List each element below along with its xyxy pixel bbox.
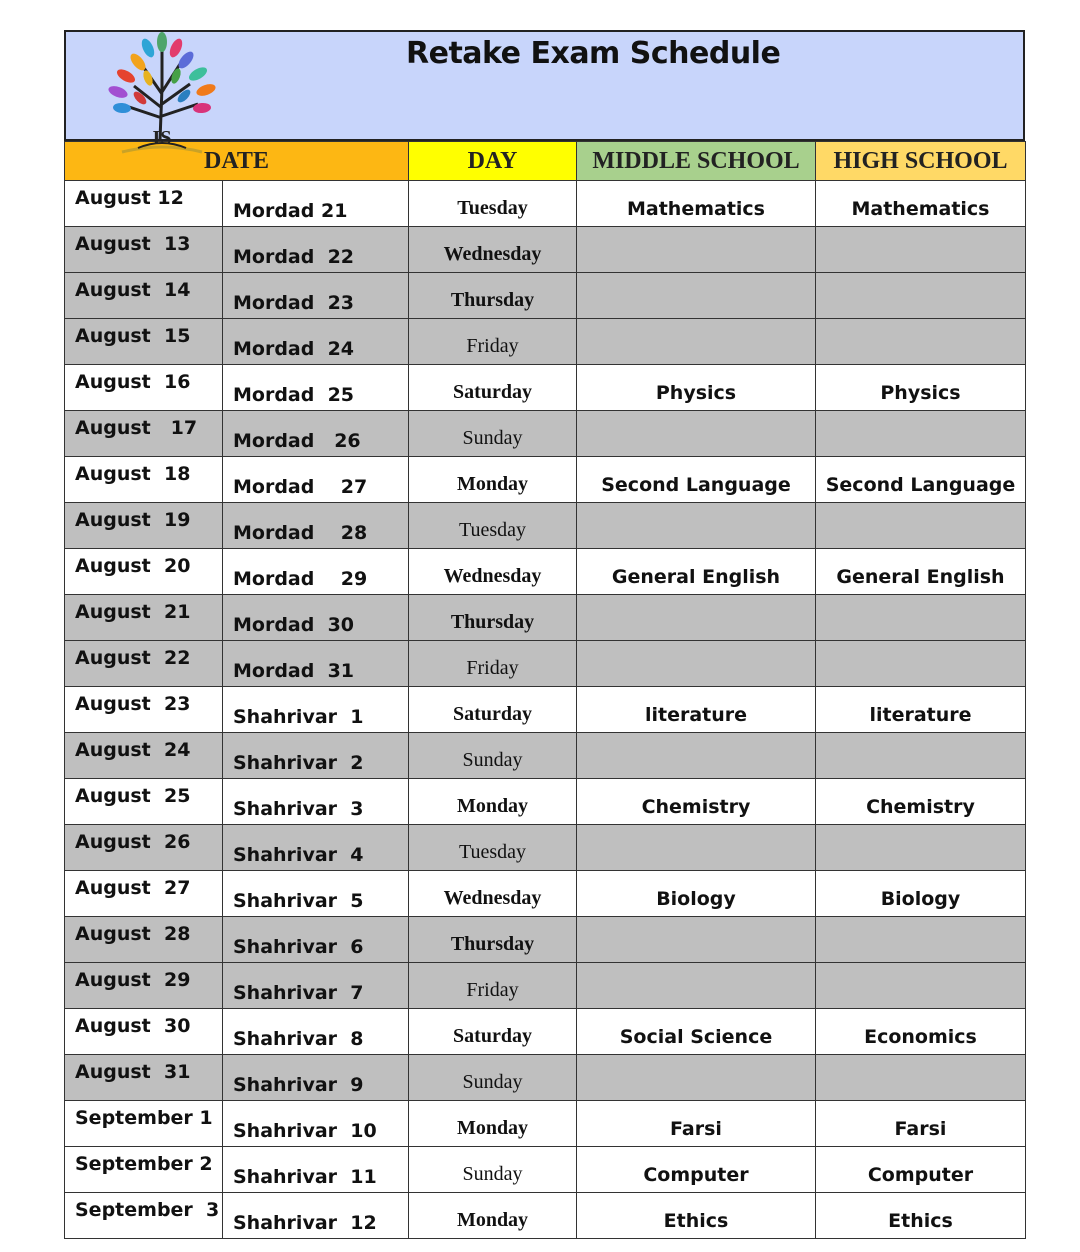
table-row bbox=[65, 825, 1026, 871]
gregorian-date-cell: August 21 bbox=[65, 595, 223, 641]
middle-school-cell: Social Science bbox=[577, 1009, 816, 1055]
middle-school-cell: Second Language bbox=[577, 457, 816, 503]
day-cell: Thursday bbox=[409, 273, 577, 319]
gregorian-date-cell: August 30 bbox=[65, 1009, 223, 1055]
gregorian-date-cell: August 23 bbox=[65, 687, 223, 733]
table-row bbox=[65, 319, 1026, 365]
day-cell: Wednesday bbox=[409, 871, 577, 917]
page-title: Retake Exam Schedule bbox=[406, 36, 781, 71]
persian-date-cell: Mordad 21 bbox=[223, 181, 409, 227]
table-row bbox=[65, 1009, 1026, 1055]
persian-date-cell: Shahrivar 11 bbox=[223, 1147, 409, 1193]
schedule-sheet bbox=[64, 30, 1025, 1239]
persian-date-cell: Shahrivar 10 bbox=[223, 1101, 409, 1147]
middle-school-cell bbox=[577, 733, 816, 779]
gregorian-date-cell: August 29 bbox=[65, 963, 223, 1009]
high-school-cell bbox=[816, 319, 1026, 365]
high-school-cell: Chemistry bbox=[816, 779, 1026, 825]
day-cell: Wednesday bbox=[409, 549, 577, 595]
day-cell: Sunday bbox=[409, 411, 577, 457]
persian-date-cell: Shahrivar 1 bbox=[223, 687, 409, 733]
schedule-table bbox=[64, 141, 1026, 1239]
table-row bbox=[65, 1193, 1026, 1239]
middle-school-cell: Farsi bbox=[577, 1101, 816, 1147]
table-row bbox=[65, 227, 1026, 273]
persian-date-cell: Shahrivar 8 bbox=[223, 1009, 409, 1055]
day-cell: Saturday bbox=[409, 1009, 577, 1055]
middle-school-cell bbox=[577, 963, 816, 1009]
persian-date-cell: Mordad 31 bbox=[223, 641, 409, 687]
gregorian-date-cell: August 18 bbox=[65, 457, 223, 503]
table-row bbox=[65, 1055, 1026, 1101]
high-school-cell bbox=[816, 917, 1026, 963]
header-date: DATE bbox=[65, 142, 409, 181]
high-school-cell bbox=[816, 503, 1026, 549]
persian-date-cell: Mordad 25 bbox=[223, 365, 409, 411]
middle-school-cell bbox=[577, 825, 816, 871]
persian-date-cell: Mordad 30 bbox=[223, 595, 409, 641]
title-banner bbox=[64, 30, 1025, 149]
day-cell: Monday bbox=[409, 457, 577, 503]
day-cell: Monday bbox=[409, 1193, 577, 1239]
high-school-cell bbox=[816, 411, 1026, 457]
high-school-cell: General English bbox=[816, 549, 1026, 595]
middle-school-cell: literature bbox=[577, 687, 816, 733]
middle-school-cell: Physics bbox=[577, 365, 816, 411]
gregorian-date-cell: August 27 bbox=[65, 871, 223, 917]
day-cell: Tuesday bbox=[409, 825, 577, 871]
header-day: DAY bbox=[409, 142, 577, 181]
middle-school-cell: Mathematics bbox=[577, 181, 816, 227]
gregorian-date-cell: August 14 bbox=[65, 273, 223, 319]
day-cell: Wednesday bbox=[409, 227, 577, 273]
middle-school-cell bbox=[577, 319, 816, 365]
table-row bbox=[65, 641, 1026, 687]
high-school-cell bbox=[816, 733, 1026, 779]
persian-date-cell: Mordad 22 bbox=[223, 227, 409, 273]
high-school-cell bbox=[816, 641, 1026, 687]
table-row bbox=[65, 595, 1026, 641]
middle-school-cell bbox=[577, 503, 816, 549]
day-cell: Friday bbox=[409, 319, 577, 365]
gregorian-date-cell: August 19 bbox=[65, 503, 223, 549]
middle-school-cell bbox=[577, 641, 816, 687]
table-row bbox=[65, 457, 1026, 503]
day-cell: Sunday bbox=[409, 733, 577, 779]
middle-school-cell bbox=[577, 227, 816, 273]
persian-date-cell: Shahrivar 6 bbox=[223, 917, 409, 963]
high-school-cell: Economics bbox=[816, 1009, 1026, 1055]
table-row bbox=[65, 1147, 1026, 1193]
high-school-cell: Mathematics bbox=[816, 181, 1026, 227]
high-school-cell: Computer bbox=[816, 1147, 1026, 1193]
persian-date-cell: Shahrivar 4 bbox=[223, 825, 409, 871]
middle-school-cell: Computer bbox=[577, 1147, 816, 1193]
high-school-cell bbox=[816, 1055, 1026, 1101]
persian-date-cell: Mordad 23 bbox=[223, 273, 409, 319]
svg-text:IS: IS bbox=[152, 127, 172, 149]
middle-school-cell bbox=[577, 273, 816, 319]
persian-date-cell: Shahrivar 2 bbox=[223, 733, 409, 779]
table-row bbox=[65, 779, 1026, 825]
table-row bbox=[65, 963, 1026, 1009]
table-row bbox=[65, 181, 1026, 227]
high-school-cell: literature bbox=[816, 687, 1026, 733]
persian-date-cell: Shahrivar 9 bbox=[223, 1055, 409, 1101]
table-row bbox=[65, 273, 1026, 319]
gregorian-date-cell: August 28 bbox=[65, 917, 223, 963]
table-row bbox=[65, 871, 1026, 917]
day-cell: Friday bbox=[409, 963, 577, 1009]
gregorian-date-cell: August 16 bbox=[65, 365, 223, 411]
table-row bbox=[65, 1101, 1026, 1147]
persian-date-cell: Mordad 26 bbox=[223, 411, 409, 457]
header-middle-school: MIDDLE SCHOOL bbox=[577, 142, 816, 181]
high-school-cell bbox=[816, 227, 1026, 273]
gregorian-date-cell: August 13 bbox=[65, 227, 223, 273]
middle-school-cell: General English bbox=[577, 549, 816, 595]
high-school-cell bbox=[816, 963, 1026, 1009]
gregorian-date-cell: August 25 bbox=[65, 779, 223, 825]
middle-school-cell bbox=[577, 595, 816, 641]
middle-school-cell bbox=[577, 917, 816, 963]
day-cell: Friday bbox=[409, 641, 577, 687]
persian-date-cell: Shahrivar 3 bbox=[223, 779, 409, 825]
persian-date-cell: Shahrivar 12 bbox=[223, 1193, 409, 1239]
high-school-cell: Biology bbox=[816, 871, 1026, 917]
day-cell: Monday bbox=[409, 1101, 577, 1147]
persian-date-cell: Mordad 29 bbox=[223, 549, 409, 595]
persian-date-cell: Shahrivar 5 bbox=[223, 871, 409, 917]
middle-school-cell: Chemistry bbox=[577, 779, 816, 825]
table-row bbox=[65, 411, 1026, 457]
day-cell: Saturday bbox=[409, 687, 577, 733]
high-school-cell bbox=[816, 273, 1026, 319]
day-cell: Sunday bbox=[409, 1055, 577, 1101]
persian-date-cell: Mordad 28 bbox=[223, 503, 409, 549]
persian-date-cell: Mordad 24 bbox=[223, 319, 409, 365]
day-cell: Saturday bbox=[409, 365, 577, 411]
gregorian-date-cell: August 17 bbox=[65, 411, 223, 457]
gregorian-date-cell: August 24 bbox=[65, 733, 223, 779]
gregorian-date-cell: September 1 bbox=[65, 1101, 223, 1147]
middle-school-cell: Biology bbox=[577, 871, 816, 917]
day-cell: Thursday bbox=[409, 595, 577, 641]
high-school-cell: Physics bbox=[816, 365, 1026, 411]
table-row bbox=[65, 503, 1026, 549]
table-row bbox=[65, 365, 1026, 411]
gregorian-date-cell: August 20 bbox=[65, 549, 223, 595]
day-cell: Tuesday bbox=[409, 503, 577, 549]
gregorian-date-cell: September 2 bbox=[65, 1147, 223, 1193]
high-school-cell: Second Language bbox=[816, 457, 1026, 503]
persian-date-cell: Shahrivar 7 bbox=[223, 963, 409, 1009]
day-cell: Tuesday bbox=[409, 181, 577, 227]
day-cell: Sunday bbox=[409, 1147, 577, 1193]
high-school-cell bbox=[816, 825, 1026, 871]
gregorian-date-cell: August 12 bbox=[65, 181, 223, 227]
day-cell: Monday bbox=[409, 779, 577, 825]
gregorian-date-cell: September 3 bbox=[65, 1193, 223, 1239]
middle-school-cell bbox=[577, 1055, 816, 1101]
high-school-cell bbox=[816, 595, 1026, 641]
middle-school-cell: Ethics bbox=[577, 1193, 816, 1239]
header-high-school: HIGH SCHOOL bbox=[816, 142, 1026, 181]
table-row bbox=[65, 917, 1026, 963]
day-cell: Thursday bbox=[409, 917, 577, 963]
persian-date-cell: Mordad 27 bbox=[223, 457, 409, 503]
table-row bbox=[65, 733, 1026, 779]
gregorian-date-cell: August 15 bbox=[65, 319, 223, 365]
tree-logo-icon bbox=[82, 28, 242, 158]
gregorian-date-cell: August 22 bbox=[65, 641, 223, 687]
high-school-cell: Ethics bbox=[816, 1193, 1026, 1239]
high-school-cell: Farsi bbox=[816, 1101, 1026, 1147]
middle-school-cell bbox=[577, 411, 816, 457]
table-row bbox=[65, 549, 1026, 595]
gregorian-date-cell: August 26 bbox=[65, 825, 223, 871]
table-row bbox=[65, 687, 1026, 733]
gregorian-date-cell: August 31 bbox=[65, 1055, 223, 1101]
